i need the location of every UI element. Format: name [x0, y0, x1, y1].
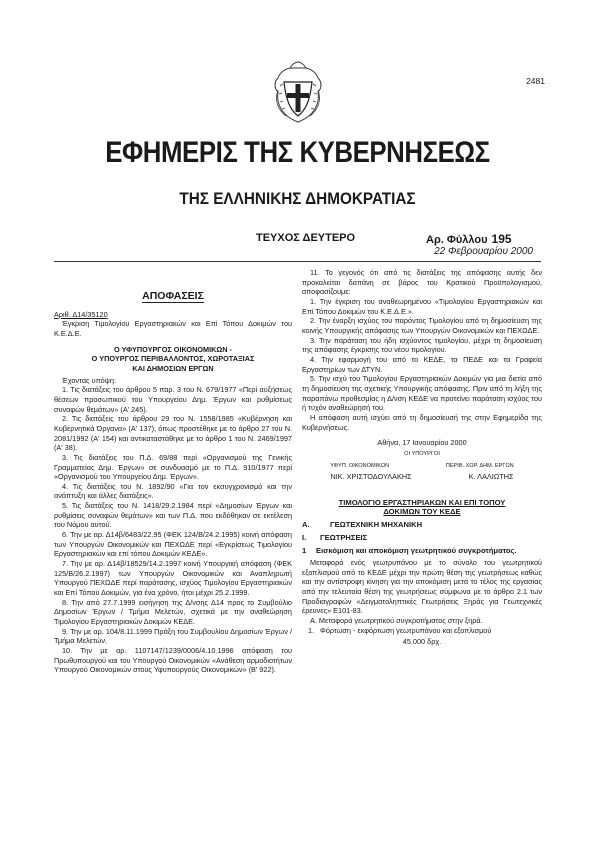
recital-paragraph: 8. Την από 27.7.1999 εισήγηση της Δ/νσης Δ14 προς το Συμβούλιο Δημοσίων Έργων / Τμήμα Μελετών, σχετικά με την αναθεώρηση Τιμολογίου Εργαστηριακών Δοκιμών ΚΕΔΕ. [54, 597, 292, 626]
sub-item-a1: 1. Φόρτωση - εκφόρτωση γεωτρυπάνου και εξοπλισμού [308, 625, 492, 635]
minister-2-title: ΠΕΡΙΒ. ΧΩΡ. ΔΗΜ. ΕΡΓΩΝ [445, 463, 514, 470]
left-column [54, 268, 292, 675]
minister-1-title: ΥΦΥΠ. ΟΙΚΟΝΟΜΙΚΩΝ [330, 463, 390, 470]
recital-paragraph: 1. Τις διατάξεις του άρθρου 5 παρ. 3 του Ν. 679/1977 «Περί αυξήσεως θέσεων προσωπικού του Υπουργείου Δημ. Έργων και ρυθμίσεως συναφών θεμάτων» (Α' 245). [54, 385, 292, 414]
recital-paragraph: 3. Τις διατάξεις του Π.Δ. 69/88 περί «Οργανισμού της Γενικής Γραμματείας Δημ. Έργων» σε συνδυασμό με το Π.Δ. 910/1977 περί «Οργανισμού του Υπουργείου Δημ. Έργων». [54, 452, 292, 482]
item-heading: 1 Εισκόμιση και αποκόμιση γεωτρητικού συγκροτήματος. [302, 546, 517, 556]
decision-paragraph: 3. Την παράταση του ήδη ισχύοντος τιμολογίου, μέχρι τη δημοσίευση της απόφασης έγκρισης του νέου τιμολογίου. [302, 335, 542, 355]
having-regard: Έχοντας υπόψη: [62, 375, 116, 385]
recital-paragraph: 5. Τις διατάξεις του Ν. 1418/29.2.1984 περί «Δημοσίων Έργων και ρυθμίσεις συναφών θεμάτων» και των Π.Δ. που εκδόθηκαν σε εκτέλεση του Νόμου αυτού. [54, 501, 292, 530]
recital-paragraph: 6. Την με αρ. Δ14β/6483/22.95 (ΦΕΚ 124/Β/24.2.1995) κοινή απόφαση των Υπουργών Οικονομικών και ΠΕΧΩΔΕ περί «Εγκρίσεως Τιμολογίου Εργαστηριακών και επί τόπου Δοκιμών ΚΕΔΕ». [54, 530, 292, 559]
section-heading: ΑΠΟΦΑΣΕΙΣ [142, 290, 204, 302]
header-rule [54, 261, 541, 262]
gazette-subtitle: ΤΗΣ ΕΛΛΗΝΙΚΗΣ ΔΗΜΟΚΡΑΤΙΑΣ [179, 189, 416, 208]
gazette-title: ΕΦΗΜΕΡΙΣ ΤΗΣ ΚΥΒΕΡΝΗΣΕΩΣ [105, 136, 490, 169]
coat-of-arms-icon [270, 60, 326, 124]
decision-paragraph: 5. Την ισχύ του Τιμολογίου Εργαστηριακών Δοκιμών για μια διετία από τη δημοσίευση της σχετικής Υπουργικής απόφασης. Πριν από τη λήξη της παραπάνω προθεσμίας η Δ/νση ΚΕΔΕ να προτείνει παράταση ισχύος του ή τυχόν αναθεώρησή του. [302, 374, 542, 413]
sheet-number [426, 232, 512, 246]
decision-paragraph: Η απόφαση αυτή ισχύει από τη δημοσίευσή της στην Εφημερίδα της Κυβερνήσεως. [302, 412, 542, 432]
issue-date: 22 Φεβρουαρίου 2000 [434, 246, 533, 257]
decision-number: Αριθ. Δ14/35120 [54, 309, 108, 319]
chapter-heading: Α. ΓΕΩΤΕΧΝΙΚΗ ΜΗΧΑΝΙΚΗ [302, 520, 423, 530]
place-date: Αθήνα, 17 Ιανουαρίου 2000 [377, 438, 467, 448]
pricelist-title: ΤΙΜΟΛΟΓΙΟ ΕΡΓΑΣΤΗΡΙΑΚΩΝ ΚΑΙ ΕΠΙ ΤΟΠΟΥ ΔΟΚΙΜΩΝ ΤΟΥ ΚΕΔΕ [338, 497, 506, 517]
sheet-label: Αρ. Φύλλου [426, 234, 488, 246]
authority-line-1: Ο ΥΦΥΠΟΥΡΓΟΣ ΟΙΚΟΝΟΜΙΚΩΝ - [114, 344, 232, 354]
item-description: Μεταφορά ενός γεωτρυπάνου με το σύνολο του γεωτρητικού εξοπλισμού από το ΚΕΔΕ μέχρι την πρώτη θέση της γεωτρήσεως καθώς και την αντίστροφη κίνηση για την αποκόμιση μετά το τέλος της εργασίας από την τελευταία θέση της γεωτρήσεως σύμφωνα με το άρθρο 2.1 των Προδιαγραφών «Δειγματοληπτικές Γεωτρήσεις Ξηράς για Γεωτεχνικές έρευνες» Ε101-83. [302, 558, 542, 616]
recital-paragraph: 4. Τις διατάξεις του Ν. 1892/90 «Για τον εκσυγχρονισμό και την ανάπτυξη και άλλες διατάξεις». [54, 481, 292, 501]
sub-item-a: Α. Μεταφορά γεωτρητικού συγκροτήματος στην ξηρά. [310, 616, 483, 625]
recital-paragraph: 7. Την με αρ. Δ14β/18529/14.2.1997 κοινή Υπουργική απόφαση (ΦΕΚ 125/Β/26.2.1997) των Υπουργών Οικονομικών και Αναπληρωτή Υπουργού ΠΕΧΩΔΕ περί παράτασης, ισχύος Τιμολογίου Εργαστηριακών και Επί Τόπου Δοκιμών, για ένα χρόνο, ήτοι μέχρι 25.2.1999. [54, 559, 292, 598]
authority-line-2: Ο ΥΠΟΥΡΓΟΣ ΠΕΡΙΒΑΛΛΟΝΤΟΣ, ΧΩΡΟΤΑΞΙΑΣ [91, 354, 255, 364]
subchapter-heading: Ι. ΓΕΩΤΡΗΣΕΙΣ [302, 532, 368, 542]
page-number: 2481 [526, 76, 545, 86]
minister-2-name: Κ. ΛΑΛΙΩΤΗΣ [468, 472, 514, 482]
minister-names [302, 472, 542, 482]
decision-paragraph: 1. Την έγκριση του αναθεωρημένου «Τιμολογίου Εργαστηριακών και Επί Τόπου Δοκιμών του Κ.Ε.Δ.Ε.». [302, 296, 542, 316]
decision-paragraph: 2. Την έναρξη ισχύος του παρόντος Τιμολογίου από τη δημοσίευση της κοινής Υπουργικής απόφασης των Υπουργών Οικονομικών και ΠΕΧΩΔΕ. [302, 316, 542, 335]
minister-1-name: ΝΙΚ. ΧΡΙΣΤΟΔΟΥΛΑΚΗΣ [330, 472, 412, 482]
sheet-number-value: 195 [491, 232, 512, 246]
issue-type: ΤΕΥΧΟΣ ΔΕΥΤΕΡΟ [256, 232, 356, 244]
minister-titles [302, 462, 542, 472]
authority-line-3: ΚΑΙ ΔΗΜΟΣΙΩΝ ΕΡΓΩΝ [132, 363, 214, 373]
right-column [302, 268, 542, 647]
decision-paragraph: 4. Την εφαρμογή του από το ΚΕΔΕ, τα ΠΕΔΕ και τα Γραφεία Εργαστηρίων των ΔΤΥΝ. [302, 354, 542, 374]
recital-paragraph: 9. Την με αρ. 104/8.11.1999 Πράξη του Συμβουλίου Δημοσίων Έργων / Τμήμα Μελετών. [54, 626, 292, 646]
recital-paragraph: 2. Τις διατάξεις του άρθρου 29 του Ν. 1558/1985 «Κυβέρνηση και Κυβερνητικά Όργανα» (Α' 137), όπως προστέθηκε με το άρθρο 27 του Ν. 2081/1992 (Α' 154) και αντικαταστάθηκε με το άρθρο 1 του Ν. 2469/1997 (Α' 38). [54, 414, 292, 453]
decision-subject: Έγκριση Τιμολογίου Εργαστηριακών και Επί Τόπου Δοκιμών του Κ.Ε.Δ.Ε. [54, 319, 292, 338]
recital-paragraph: 10. Την με αρ. 1107147/1239/0006/4.10.1996 απόφαση του Πρωθυπουργού και του Υπουργού Οικονομικών «Ανάθεση αρμοδιοτήτων Υπουργού Οικονομικών στους Υφυπουργούς Οικονομικών» (Β' 922). [54, 645, 292, 675]
item-amount: 45.000 δρχ. [402, 637, 442, 647]
recital-paragraph: 11. Το γεγονός ότι από τις διατάξεις της απόφασης αυτής δεν προκαλείται δαπάνη σε βάρος του Κρατικού Προϋπολογισμού, αποφασίζουμε: [302, 268, 542, 297]
ministers-label: ΟΙ ΥΠΟΥΡΓΟΙ [404, 450, 440, 457]
